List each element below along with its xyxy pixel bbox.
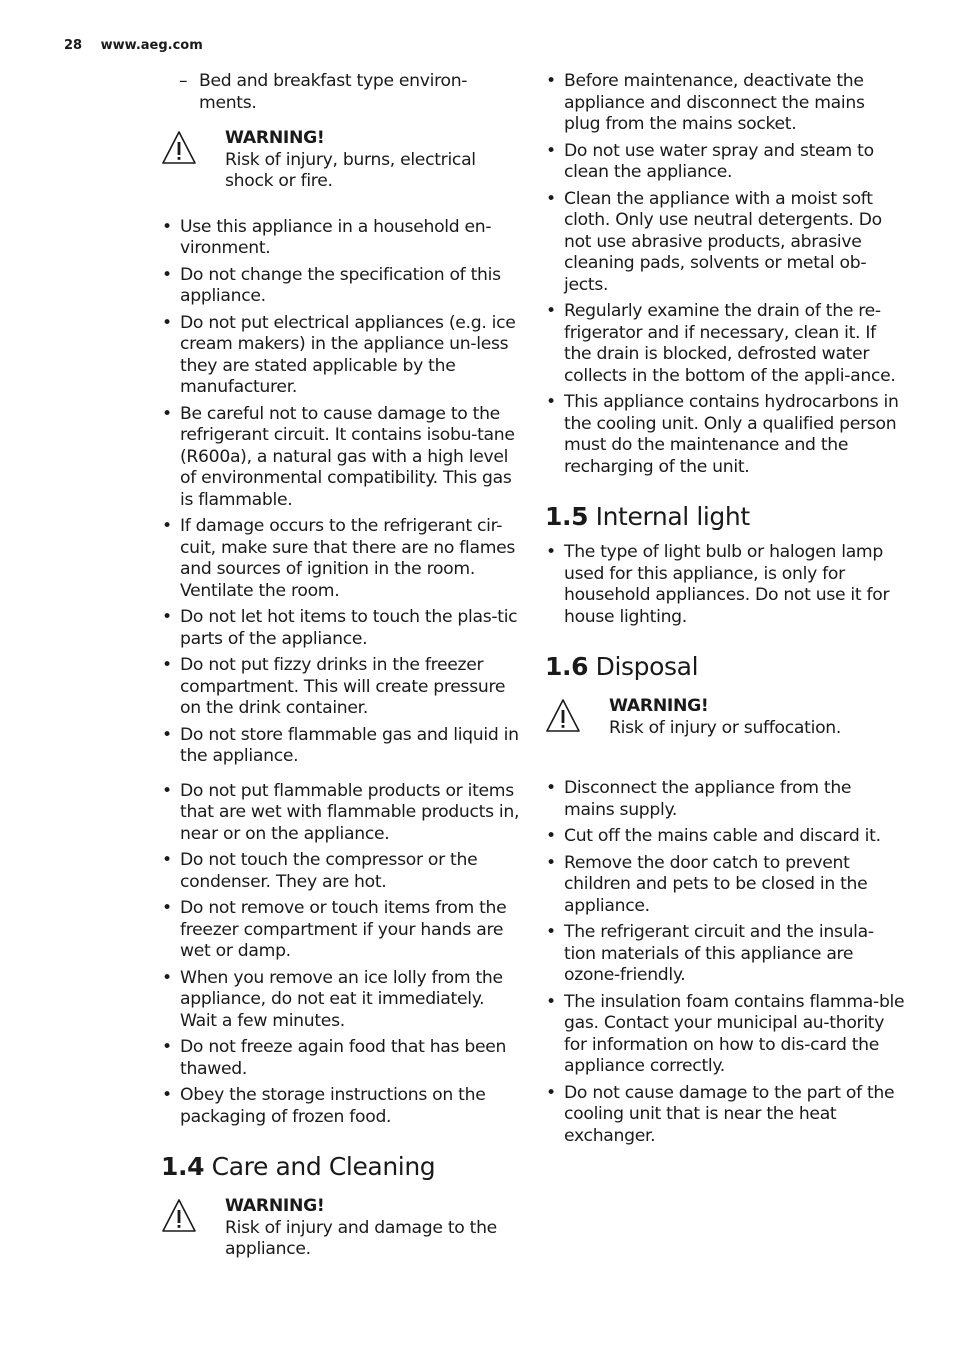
list-item: • Do not put fizzy drinks in the freezer compartment. This will create pressure on the drink container.	[161, 655, 521, 720]
list-item: • Do not remove or touch items from the freezer compartment if your hands are wet or damp.	[161, 898, 521, 963]
list-item: • Cut off the mains cable and discard it.	[545, 826, 905, 848]
list-item: • Do not put flammable products or items that are wet with flammable products in, near or on the appliance.	[161, 781, 521, 846]
dash-list-item: – Bed and breakfast type environ-ments.	[161, 71, 521, 114]
warning-triangle-icon	[545, 698, 581, 734]
list-item: • This appliance contains hydrocarbons in the cooling unit. Only a qualified person must do the maintenance and the recharging of the unit.	[545, 392, 905, 478]
list-item: • If damage occurs to the refrigerant cir-cuit, make sure that there are no flames and sources of ignition in the room. Ventilate the room.	[161, 516, 521, 602]
warning-box	[545, 696, 905, 754]
list-item: • Obey the storage instructions on the packaging of frozen food.	[161, 1085, 521, 1128]
list-item: • Do not let hot items to touch the plas-tic parts of the appliance.	[161, 607, 521, 650]
list-item: • Do not touch the compressor or the condenser. They are hot.	[161, 850, 521, 893]
list-item: • Do not change the specification of this appliance.	[161, 265, 521, 308]
section-title-text: Internal light	[595, 502, 750, 531]
bullet-list	[545, 778, 905, 1147]
site-url: www.aeg.com	[100, 38, 203, 53]
section-heading-disposal	[545, 652, 905, 682]
list-item: • When you remove an ice lolly from the appliance, do not eat it immediately. Wait a few minutes.	[161, 968, 521, 1033]
list-item: • Be careful not to cause damage to the refrigerant circuit. It contains isobu-tane (R600a), a natural gas with a high level of environmental compatibility. This gas is flammable.	[161, 404, 521, 512]
list-item: • The insulation foam contains flamma-ble gas. Contact your municipal au-thority for information on how to dis-card the appliance correctly.	[545, 992, 905, 1078]
list-item: • Use this appliance in a household en-vironment.	[161, 217, 521, 260]
bullet-list	[545, 542, 905, 628]
bullet-list	[161, 217, 521, 768]
section-heading-internal-light	[545, 502, 905, 532]
bullet-list	[545, 71, 905, 478]
list-item: • Do not cause damage to the part of the cooling unit that is near the heat exchanger.	[545, 1083, 905, 1148]
warning-title: WARNING!	[225, 128, 325, 148]
warning-text: Risk of injury or suffocation.	[609, 717, 842, 738]
list-item: • Remove the door catch to prevent children and pets to be closed in the appliance.	[545, 853, 905, 918]
list-item: • The type of light bulb or halogen lamp used for this appliance, is only for household appliances. Do not use it for house lighting.	[545, 542, 905, 628]
warning-box	[161, 128, 521, 193]
warning-text: Risk of injury and damage to the appliance.	[225, 1217, 497, 1259]
section-heading-care-cleaning	[161, 1152, 521, 1182]
warning-title: WARNING!	[225, 1196, 325, 1216]
section-number: 1.6	[545, 652, 589, 681]
warning-title: WARNING!	[609, 696, 709, 716]
list-item: • Before maintenance, deactivate the appliance and disconnect the mains plug from the mains socket.	[545, 71, 905, 136]
list-item: • Regularly examine the drain of the re-frigerator and if necessary, clean it. If the drain is blocked, defrosted water collects in the bottom of the appli-ance.	[545, 301, 905, 387]
warning-triangle-icon	[161, 130, 197, 166]
warning-box	[161, 1196, 521, 1261]
list-item: • Clean the appliance with a moist soft cloth. Only use neutral detergents. Do not use abrasive products, abrasive cleaning pads, solvents or metal ob-jects.	[545, 189, 905, 297]
left-column	[161, 71, 521, 1285]
list-item: • Do not use water spray and steam to clean the appliance.	[545, 141, 905, 184]
list-item: • Do not put electrical appliances (e.g. ice cream makers) in the appliance un-less they are stated applicable by the manufacturer.	[161, 313, 521, 399]
section-title-text: Disposal	[595, 652, 699, 681]
list-item: • Do not store flammable gas and liquid in the appliance.	[161, 725, 521, 768]
page-number: 28	[64, 38, 83, 53]
warning-triangle-icon	[161, 1198, 197, 1234]
list-item: • Do not freeze again food that has been thawed.	[161, 1037, 521, 1080]
list-item: • The refrigerant circuit and the insula-tion materials of this appliance are ozone-friendly.	[545, 922, 905, 987]
section-number: 1.4	[161, 1152, 205, 1181]
right-column	[545, 71, 905, 1152]
section-title-text: Care and Cleaning	[211, 1152, 436, 1181]
page-header	[64, 38, 203, 53]
warning-text: Risk of injury, burns, electrical shock or fire.	[225, 149, 476, 191]
section-number: 1.5	[545, 502, 589, 531]
bullet-list	[161, 781, 521, 1129]
list-item: • Disconnect the appliance from the mains supply.	[545, 778, 905, 821]
